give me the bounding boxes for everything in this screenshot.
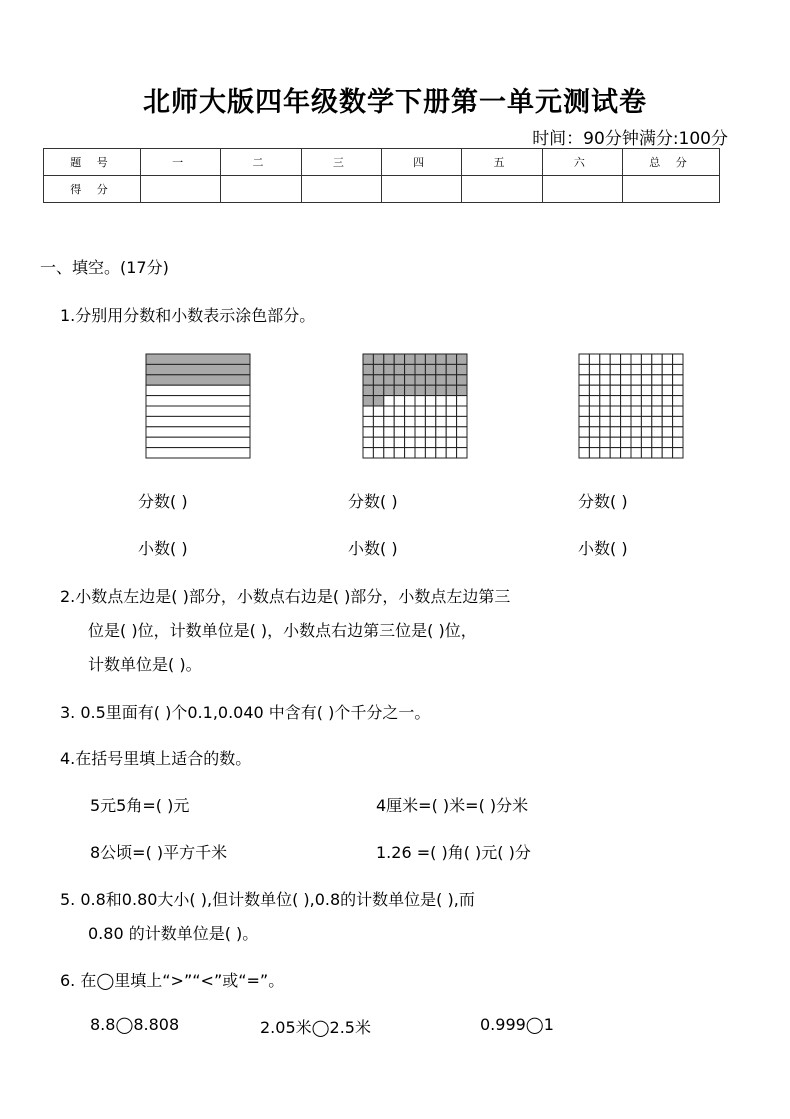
strip-diagram — [145, 353, 251, 459]
score-cell[interactable] — [542, 176, 622, 203]
grid-cell — [610, 385, 620, 395]
grid-cell — [436, 416, 446, 426]
grid-cell — [394, 448, 404, 458]
question-4d: 1.26 =( )角( )元( )分 — [376, 843, 531, 862]
question-6a: 8.8◯8.808 — [90, 1015, 180, 1034]
grid-cell — [631, 354, 641, 364]
grid-cell — [446, 406, 456, 416]
grid-cell — [662, 448, 672, 458]
grid-cell — [631, 448, 641, 458]
grid-cell — [600, 437, 610, 447]
grid-cell — [394, 427, 404, 437]
grid-cell — [457, 396, 467, 406]
shaded-cell — [446, 385, 456, 395]
grid-cell — [631, 375, 641, 385]
grid-cell — [436, 448, 446, 458]
grid-cell — [600, 448, 610, 458]
grid-cell — [425, 437, 435, 447]
grid-cell — [446, 437, 456, 447]
grid-cell — [457, 427, 467, 437]
grid-cell — [363, 437, 373, 447]
grid-cell — [631, 364, 641, 374]
score-cell[interactable] — [462, 176, 542, 203]
grid-cell — [673, 354, 683, 364]
grid-cell — [652, 396, 662, 406]
shaded-cell — [457, 385, 467, 395]
grid-cell — [589, 416, 599, 426]
grid-cell — [652, 375, 662, 385]
grid-cell — [363, 427, 373, 437]
grid-cell — [579, 364, 589, 374]
shaded-cell — [363, 354, 373, 364]
shaded-cell — [415, 385, 425, 395]
grid-cell — [405, 396, 415, 406]
shaded-cell — [415, 375, 425, 385]
grid-cell — [662, 396, 672, 406]
grid-cell — [652, 448, 662, 458]
grid-cell — [600, 364, 610, 374]
grid-cell — [662, 354, 672, 364]
grid-cell — [436, 406, 446, 416]
grid-cell — [446, 448, 456, 458]
grid-cell — [589, 385, 599, 395]
grid-cell — [621, 364, 631, 374]
grid-cell — [610, 437, 620, 447]
grid-cell — [673, 427, 683, 437]
grid-cell — [652, 364, 662, 374]
exam-meta: 时间：90分钟满分:100分 — [532, 129, 728, 149]
shaded-cell — [425, 354, 435, 364]
grid-cell — [363, 448, 373, 458]
grid-cell — [641, 406, 651, 416]
question-6b: 2.05米◯2.5米 — [260, 1018, 371, 1037]
shaded-cell — [425, 364, 435, 374]
grid-cell — [405, 437, 415, 447]
grid-cell — [363, 406, 373, 416]
grid-cell — [446, 396, 456, 406]
grid-cell — [589, 448, 599, 458]
grid-cell — [673, 406, 683, 416]
shaded-cell — [384, 385, 394, 395]
shaded-cell — [394, 354, 404, 364]
section-heading: 一、填空。(17分) — [40, 258, 169, 277]
page-title: 北师大版四年级数学下册第一单元测试卷 — [143, 87, 647, 118]
grid-cell — [579, 448, 589, 458]
shaded-cell — [394, 375, 404, 385]
decimal-answer-2[interactable]: 小数( ) — [348, 539, 398, 558]
grid-cell — [662, 385, 672, 395]
grid-cell — [652, 416, 662, 426]
hundred-grid-blank — [578, 353, 684, 459]
shaded-cell — [446, 375, 456, 385]
grid-cell — [652, 437, 662, 447]
grid-cell — [621, 406, 631, 416]
shaded-strip — [146, 375, 250, 385]
grid-cell — [394, 416, 404, 426]
grid-cell — [673, 396, 683, 406]
grid-cell — [457, 437, 467, 447]
grid-cell — [600, 427, 610, 437]
score-row-label: 得 分 — [44, 176, 141, 203]
grid-cell — [652, 354, 662, 364]
grid-cell — [600, 396, 610, 406]
grid-cell — [579, 427, 589, 437]
question-1: 1.分别用分数和小数表示涂色部分。 — [60, 306, 316, 325]
grid-cell — [610, 396, 620, 406]
shaded-cell — [436, 375, 446, 385]
grid-cell — [673, 416, 683, 426]
grid-cell — [621, 354, 631, 364]
shaded-cell — [436, 364, 446, 374]
grid-cell — [641, 385, 651, 395]
grid-cell — [373, 416, 383, 426]
grid-cell — [610, 375, 620, 385]
figure-grid-empty — [578, 353, 684, 459]
shaded-cell — [457, 354, 467, 364]
grid-cell — [610, 416, 620, 426]
figure-grid-partial — [362, 353, 468, 459]
shaded-cell — [363, 375, 373, 385]
question-4a: 5元5角=( )元 — [90, 796, 190, 815]
shaded-cell — [425, 375, 435, 385]
score-header-cell: 六 — [542, 149, 622, 176]
question-5-line-2: 0.80 的计数单位是( )。 — [88, 924, 259, 943]
grid-cell — [384, 396, 394, 406]
fraction-answer-1[interactable]: 分数( ) — [138, 492, 188, 511]
question-5-line-1: 5. 0.8和0.80大小( ),但计数单位( ),0.8的计数单位是( ),而 — [60, 890, 475, 909]
grid-cell — [589, 406, 599, 416]
grid-cell — [579, 437, 589, 447]
grid-cell — [425, 427, 435, 437]
grid-cell — [600, 385, 610, 395]
grid-cell — [446, 416, 456, 426]
shaded-cell — [373, 364, 383, 374]
question-6c: 0.999◯1 — [480, 1015, 554, 1034]
question-4c: 8公顷=( )平方千米 — [90, 843, 228, 862]
grid-cell — [415, 406, 425, 416]
grid-cell — [673, 375, 683, 385]
grid-cell — [662, 416, 672, 426]
shaded-cell — [394, 385, 404, 395]
grid-cell — [610, 427, 620, 437]
strip — [146, 385, 250, 395]
score-header-cell: 一 — [141, 149, 221, 176]
score-table — [43, 148, 720, 203]
grid-cell — [436, 437, 446, 447]
question-4b: 4厘米=( )米=( )分米 — [376, 796, 529, 815]
grid-cell — [384, 406, 394, 416]
grid-cell — [610, 354, 620, 364]
grid-cell — [425, 406, 435, 416]
score-header-cell: 总 分 — [623, 149, 720, 176]
shaded-cell — [373, 396, 383, 406]
shaded-cell — [373, 354, 383, 364]
grid-cell — [600, 416, 610, 426]
grid-cell — [631, 396, 641, 406]
shaded-cell — [446, 354, 456, 364]
shaded-cell — [384, 375, 394, 385]
grid-cell — [373, 427, 383, 437]
shaded-cell — [384, 364, 394, 374]
grid-cell — [384, 437, 394, 447]
shaded-cell — [415, 354, 425, 364]
shaded-cell — [405, 385, 415, 395]
grid-cell — [662, 375, 672, 385]
grid-cell — [436, 396, 446, 406]
grid-cell — [589, 354, 599, 364]
grid-cell — [436, 427, 446, 437]
shaded-cell — [425, 385, 435, 395]
grid-cell — [641, 396, 651, 406]
grid-cell — [589, 375, 599, 385]
grid-cell — [600, 354, 610, 364]
shaded-cell — [405, 364, 415, 374]
grid-cell — [425, 448, 435, 458]
question-2-line-3: 计数单位是( )。 — [88, 655, 202, 674]
grid-cell — [384, 416, 394, 426]
grid-cell — [579, 406, 589, 416]
grid-cell — [579, 396, 589, 406]
fraction-answer-2[interactable]: 分数( ) — [348, 492, 398, 511]
grid-cell — [600, 375, 610, 385]
score-table-score-row — [44, 176, 720, 203]
grid-cell — [641, 416, 651, 426]
question-2-line-1: 2.小数点左边是( )部分，小数点右边是( )部分，小数点左边第三 — [60, 587, 511, 606]
grid-cell — [621, 427, 631, 437]
grid-cell — [621, 396, 631, 406]
shaded-cell — [457, 375, 467, 385]
grid-cell — [384, 448, 394, 458]
strip — [146, 416, 250, 426]
shaded-cell — [446, 364, 456, 374]
grid-cell — [631, 437, 641, 447]
shaded-cell — [436, 385, 446, 395]
grid-cell — [673, 448, 683, 458]
hundred-grid-shaded — [362, 353, 468, 459]
score-cell[interactable] — [301, 176, 381, 203]
grid-cell — [425, 416, 435, 426]
grid-cell — [579, 416, 589, 426]
grid-cell — [589, 427, 599, 437]
grid-cell — [589, 364, 599, 374]
grid-cell — [579, 354, 589, 364]
grid-cell — [641, 354, 651, 364]
grid-cell — [610, 406, 620, 416]
grid-cell — [631, 406, 641, 416]
grid-cell — [600, 406, 610, 416]
score-header-cell: 四 — [381, 149, 461, 176]
grid-cell — [621, 437, 631, 447]
question-6: 6. 在◯里填上“>”“<”或“=”。 — [60, 971, 285, 990]
shaded-cell — [436, 354, 446, 364]
grid-cell — [673, 385, 683, 395]
grid-cell — [621, 416, 631, 426]
grid-cell — [662, 406, 672, 416]
strip — [146, 437, 250, 447]
grid-cell — [415, 437, 425, 447]
score-cell[interactable] — [381, 176, 461, 203]
shaded-strip — [146, 364, 250, 374]
grid-cell — [415, 416, 425, 426]
grid-cell — [610, 364, 620, 374]
grid-cell — [662, 427, 672, 437]
grid-cell — [415, 427, 425, 437]
grid-cell — [394, 406, 404, 416]
grid-cell — [621, 375, 631, 385]
shaded-cell — [373, 385, 383, 395]
grid-cell — [673, 364, 683, 374]
grid-cell — [373, 448, 383, 458]
grid-cell — [641, 448, 651, 458]
grid-cell — [457, 406, 467, 416]
score-table-header-row — [44, 149, 720, 176]
strip — [146, 396, 250, 406]
score-header-cell: 三 — [301, 149, 381, 176]
score-cell[interactable] — [221, 176, 301, 203]
grid-cell — [652, 427, 662, 437]
grid-cell — [589, 396, 599, 406]
grid-cell — [641, 364, 651, 374]
score-header-cell: 题 号 — [44, 149, 141, 176]
grid-cell — [662, 364, 672, 374]
shaded-cell — [363, 385, 373, 395]
grid-cell — [457, 416, 467, 426]
grid-cell — [373, 437, 383, 447]
shaded-cell — [457, 364, 467, 374]
strip — [146, 427, 250, 437]
grid-cell — [589, 437, 599, 447]
grid-cell — [631, 427, 641, 437]
grid-cell — [446, 427, 456, 437]
question-3: 3. 0.5里面有( )个0.1,0.040 中含有( )个千分之一。 — [60, 703, 431, 722]
grid-cell — [641, 427, 651, 437]
grid-cell — [394, 396, 404, 406]
grid-cell — [621, 448, 631, 458]
question-2-line-2: 位是( )位，计数单位是( )，小数点右边第三位是( )位， — [88, 621, 477, 640]
grid-cell — [425, 396, 435, 406]
grid-cell — [579, 385, 589, 395]
grid-cell — [405, 406, 415, 416]
grid-cell — [405, 427, 415, 437]
grid-cell — [641, 375, 651, 385]
grid-cell — [579, 375, 589, 385]
grid-cell — [641, 437, 651, 447]
strip — [146, 406, 250, 416]
grid-cell — [405, 448, 415, 458]
grid-cell — [415, 448, 425, 458]
shaded-cell — [363, 364, 373, 374]
score-cell[interactable] — [141, 176, 221, 203]
grid-cell — [652, 385, 662, 395]
grid-cell — [631, 416, 641, 426]
shaded-cell — [415, 364, 425, 374]
shaded-cell — [405, 375, 415, 385]
grid-cell — [621, 385, 631, 395]
decimal-answer-1[interactable]: 小数( ) — [138, 539, 188, 558]
shaded-cell — [405, 354, 415, 364]
shaded-cell — [394, 364, 404, 374]
fraction-answer-3[interactable]: 分数( ) — [578, 492, 628, 511]
grid-cell — [652, 406, 662, 416]
grid-cell — [457, 448, 467, 458]
decimal-answer-3[interactable]: 小数( ) — [578, 539, 628, 558]
shaded-strip — [146, 354, 250, 364]
grid-cell — [363, 416, 373, 426]
grid-cell — [415, 396, 425, 406]
strip — [146, 448, 250, 458]
score-header-cell: 五 — [462, 149, 542, 176]
shaded-cell — [363, 396, 373, 406]
grid-cell — [384, 427, 394, 437]
shaded-cell — [373, 375, 383, 385]
grid-cell — [373, 406, 383, 416]
grid-cell — [610, 448, 620, 458]
score-header-cell: 二 — [221, 149, 301, 176]
shaded-cell — [384, 354, 394, 364]
grid-cell — [394, 437, 404, 447]
grid-cell — [662, 437, 672, 447]
question-4: 4.在括号里填上适合的数。 — [60, 749, 252, 768]
figure-strips — [145, 353, 251, 459]
grid-cell — [673, 437, 683, 447]
grid-cell — [405, 416, 415, 426]
grid-cell — [631, 385, 641, 395]
score-cell[interactable] — [623, 176, 720, 203]
